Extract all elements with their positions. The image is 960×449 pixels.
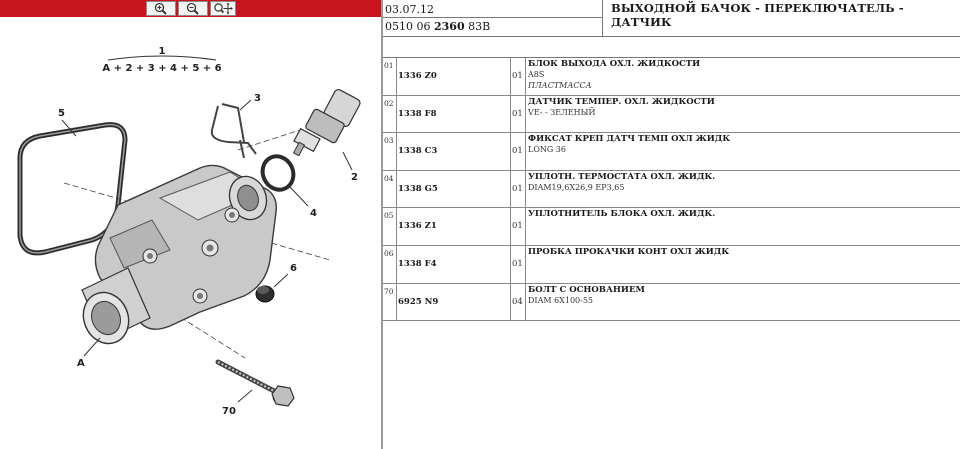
part-quantity: 01 [512,146,523,157]
part-description: ДАТЧИК ТЕМПЕР. ОХЛ. ЖИДКОСТИ [528,96,715,107]
part-quantity: 01 [512,108,523,119]
qty-cell [511,246,526,283]
callout-A: A [77,358,85,369]
sensor-part [294,88,362,156]
zoom-in-icon [153,2,169,15]
desc-cell [526,246,960,283]
exploded-parts-diagram [0,17,381,449]
code-prefix: 0510 06 [385,20,434,33]
zoom-in-button[interactable] [146,1,176,16]
ref-cell [397,171,511,208]
zoom-out-button[interactable] [178,1,208,16]
callout-6: 6 [290,263,297,274]
pos-cell [383,246,397,283]
formula-label: A + 2 + 3 + 4 + 5 + 6 [102,63,222,74]
move-icon [213,2,233,15]
desc-cell [526,96,960,133]
code-bold: 2360 [433,20,465,33]
table-row[interactable] [383,246,960,284]
part-description: БОЛТ С ОСНОВАНИЕМ [528,284,645,295]
ref-cell [397,246,511,283]
ref-cell [397,96,511,133]
table-row[interactable] [383,58,960,96]
part-reference[interactable]: 1338 C3 [398,146,438,157]
callout-3: 3 [254,93,261,104]
desc-cell [526,171,960,208]
part-description: УПЛОТН. ТЕРМОСТАТА ОХЛ. ЖИДК. [528,171,716,182]
part-reference[interactable]: 1336 Z1 [398,221,437,232]
position-number: 01 [384,61,394,70]
zoom-out-icon [185,2,201,15]
position-number: 02 [384,98,394,108]
pos-cell [383,133,397,170]
diagram-panel [0,0,381,449]
part-quantity: 01 [512,258,523,269]
bleed-plug-part [256,286,274,302]
bolt-part [218,362,294,406]
table-row[interactable] [383,133,960,171]
ref-cell [397,133,511,170]
qty-cell [511,58,526,95]
parts-panel [383,0,960,449]
pos-cell [383,208,397,245]
qty-cell [511,96,526,133]
pos-cell [383,96,397,133]
desc-cell [526,58,960,95]
part-reference[interactable]: 1338 F4 [398,258,437,269]
parts-table [383,58,960,321]
outlet-housing-part [76,165,276,350]
table-row[interactable] [383,208,960,246]
ref-cell [397,284,511,321]
callout-2: 2 [351,172,358,183]
part-info: LONG 36 [528,145,566,155]
part-info-2: ПЛАСТМАССА [528,81,592,90]
catalog-code [385,20,490,33]
part-description: ФИКСАТ КРЕП ДАТЧ ТЕМП ОХЛ ЖИДК [528,134,731,145]
position-number: 70 [384,286,394,296]
part-reference[interactable]: 6925 N9 [398,296,439,307]
desc-cell [526,133,960,170]
part-description: ПРОБКА ПРОКАЧКИ КОНТ ОХЛ ЖИДК [528,246,730,257]
ref-cell [397,58,511,95]
callout-5: 5 [58,108,65,119]
code-suffix: 83B [464,20,491,33]
qty-cell [511,208,526,245]
position-number: 03 [384,136,394,146]
part-description: БЛОК ВЫХОДА ОХЛ. ЖИДКОСТИ [528,59,701,69]
callout-4: 4 [310,208,317,219]
formula-index: 1 [158,46,166,57]
part-quantity: 04 [512,296,523,307]
part-info: A8S [528,70,545,79]
part-info: DIAM 6X100-55 [528,295,594,305]
qty-cell [511,284,526,321]
qty-cell [511,133,526,170]
position-number: 04 [384,173,394,183]
pos-cell [383,58,397,95]
clip-part [212,104,256,158]
desc-cell [526,208,960,245]
part-quantity: 01 [512,71,523,81]
pos-cell [383,284,397,321]
part-reference[interactable]: 1338 F8 [398,108,437,119]
diagram-toolbar [0,0,381,17]
part-info: DIAM19,6X26,9 EP3,65 [528,182,625,192]
part-info: VE- - ЗЕЛЕНЫЙ [528,107,596,117]
ref-cell [397,208,511,245]
page-title: ВЫХОДНОЙ БАЧОК - ПЕРЕКЛЮЧАТЕЛЬ - ДАТЧИК [611,1,904,29]
callout-70: 70 [222,406,236,417]
position-number: 05 [384,211,394,221]
part-quantity: 01 [512,183,523,194]
position-number: 06 [384,248,394,258]
desc-cell [526,284,960,321]
catalog-date: 03.07.12 [385,3,434,16]
table-row[interactable] [383,96,960,134]
part-description: УПЛОТНИТЕЛЬ БЛОКА ОХЛ. ЖИДК. [528,209,716,220]
part-reference[interactable]: 1338 G5 [398,183,438,194]
part-quantity: 01 [512,221,523,232]
pos-cell [383,171,397,208]
table-row[interactable] [383,284,960,322]
pan-button[interactable] [210,1,236,16]
part-reference[interactable]: 1336 Z0 [398,71,437,81]
qty-cell [511,171,526,208]
table-row[interactable] [383,171,960,209]
